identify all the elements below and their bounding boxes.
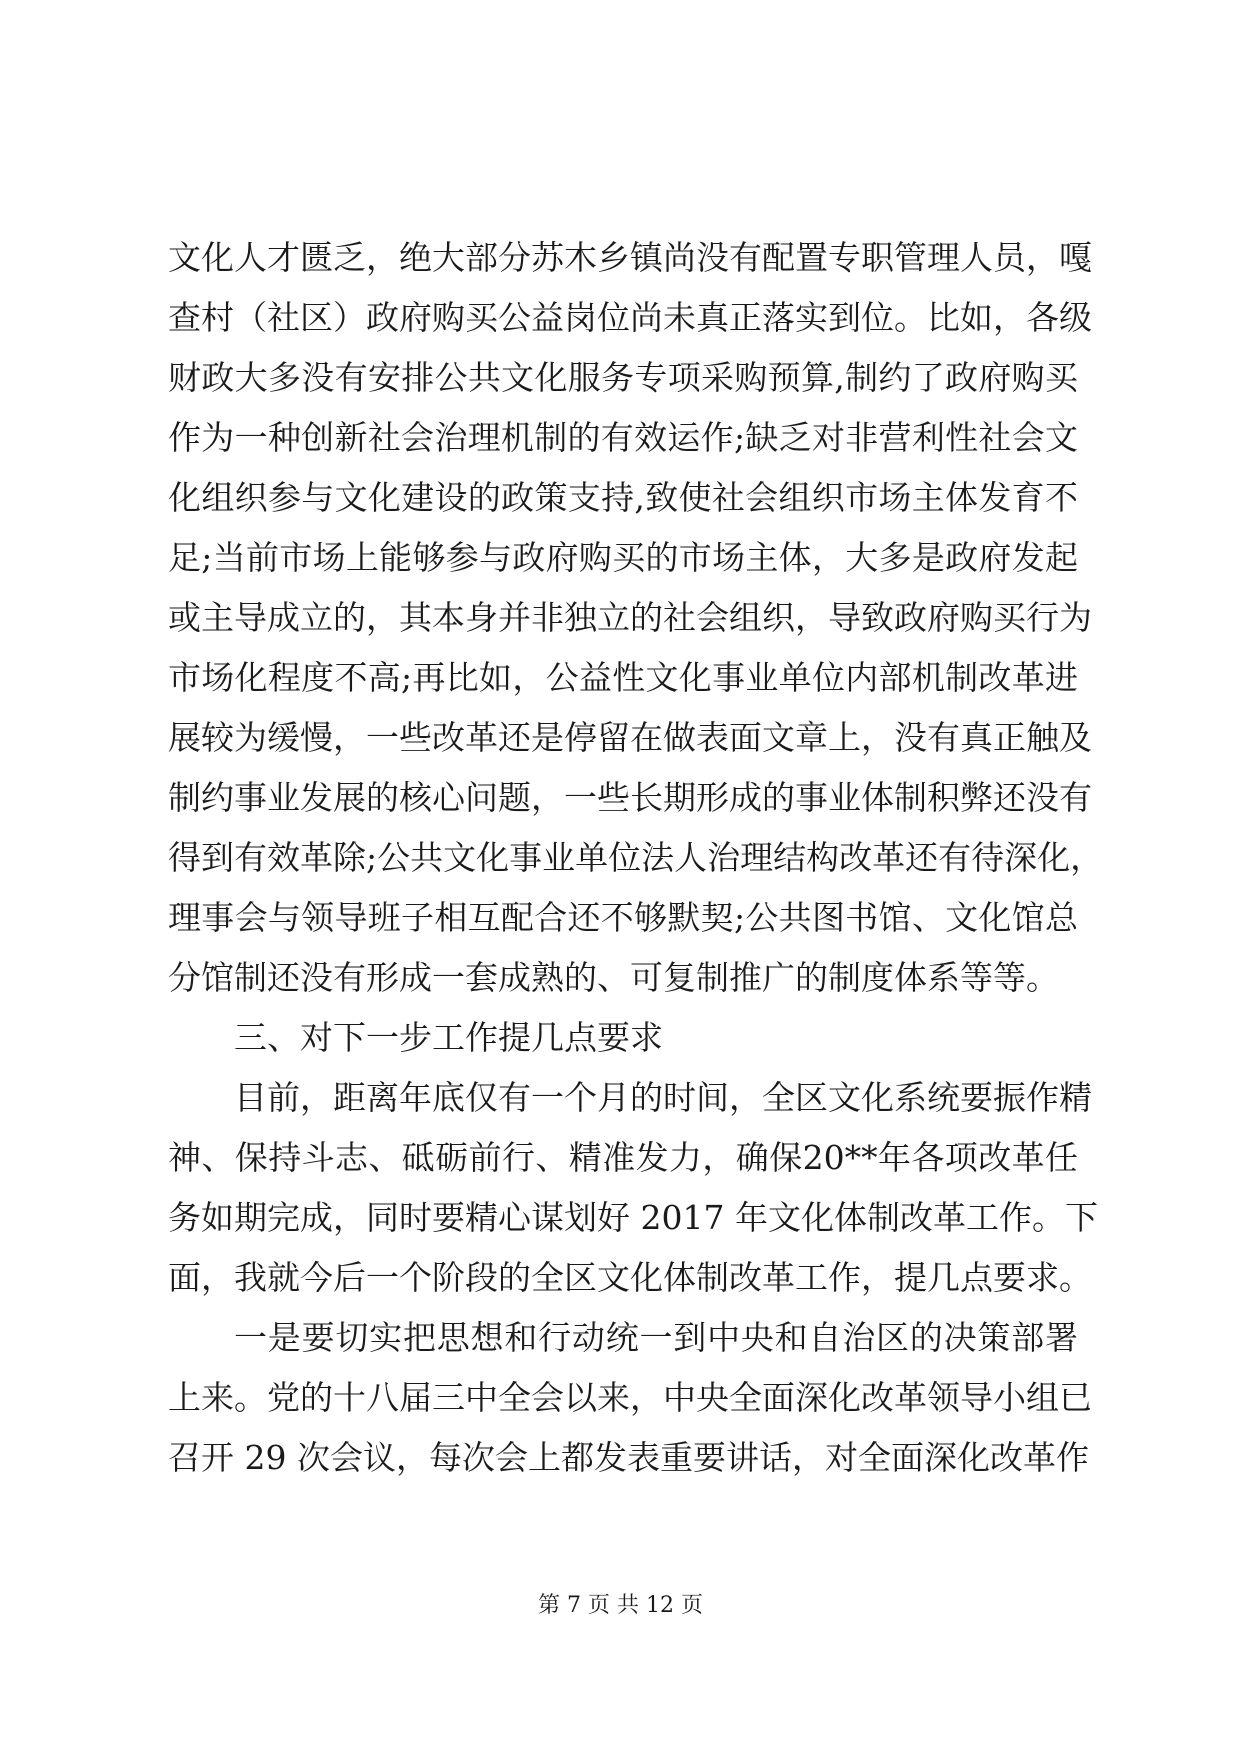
text-line: 面，我就今后一个阶段的全区文化体制改革工作，提几点要求。	[168, 1258, 1092, 1297]
text-line: 理事会与领导班子相互配合还不够默契;公共图书馆、文化馆总	[168, 898, 1078, 937]
text-line: 一是要切实把思想和行动统一到中央和自治区的决策部署	[234, 1318, 1078, 1357]
page-footer: 第 7 页 共 12 页	[538, 1593, 703, 1618]
text-line: 目前，距离年底仅有一个月的时间，全区文化系统要振作精	[234, 1078, 1092, 1117]
text-line: 神、保持斗志、砥砺前行、精准发力，确保20**年各项改革任	[168, 1138, 1078, 1177]
text-line: 查村（社区）政府购买公益岗位尚未真正落实到位。比如，各级	[168, 298, 1092, 337]
text-line: 制约事业发展的核心问题，一些长期形成的事业体制积弊还没有	[168, 778, 1092, 817]
text-line: 召开 29 次会议，每次会上都发表重要讲话，对全面深化改革作	[168, 1438, 1089, 1477]
text-line: 文化人才匮乏，绝大部分苏木乡镇尚没有配置专职管理人员，嘎	[168, 238, 1092, 277]
text-line: 或主导成立的，其本身并非独立的社会组织，导致政府购买行为	[168, 598, 1092, 637]
text-line: 三、对下一步工作提几点要求	[234, 1018, 663, 1057]
text-line: 上来。党的十八届三中全会以来，中央全面深化改革领导小组已	[168, 1378, 1092, 1417]
text-line: 务如期完成，同时要精心谋划好 2017 年文化体制改革工作。下	[168, 1198, 1098, 1237]
text-line: 市场化程度不高;再比如，公益性文化事业单位内部机制改革进	[168, 658, 1078, 697]
text-line: 化组织参与文化建设的政策支持,致使社会组织市场主体发育不	[168, 478, 1078, 517]
body-text	[168, 228, 1104, 1488]
text-line: 足;当前市场上能够参与政府购买的市场主体，大多是政府发起	[168, 538, 1078, 577]
text-line: 作为一种创新社会治理机制的有效运作;缺乏对非营利性社会文	[168, 418, 1078, 457]
text-line: 得到有效革除;公共文化事业单位法人治理结构改革还有待深化，	[168, 838, 1104, 877]
text-line: 展较为缓慢，一些改革还是停留在做表面文章上，没有真正触及	[168, 718, 1092, 757]
text-line: 分馆制还没有形成一套成熟的、可复制推广的制度体系等等。	[168, 958, 1059, 997]
text-line: 财政大多没有安排公共文化服务专项采购预算,制约了政府购买	[168, 358, 1078, 397]
